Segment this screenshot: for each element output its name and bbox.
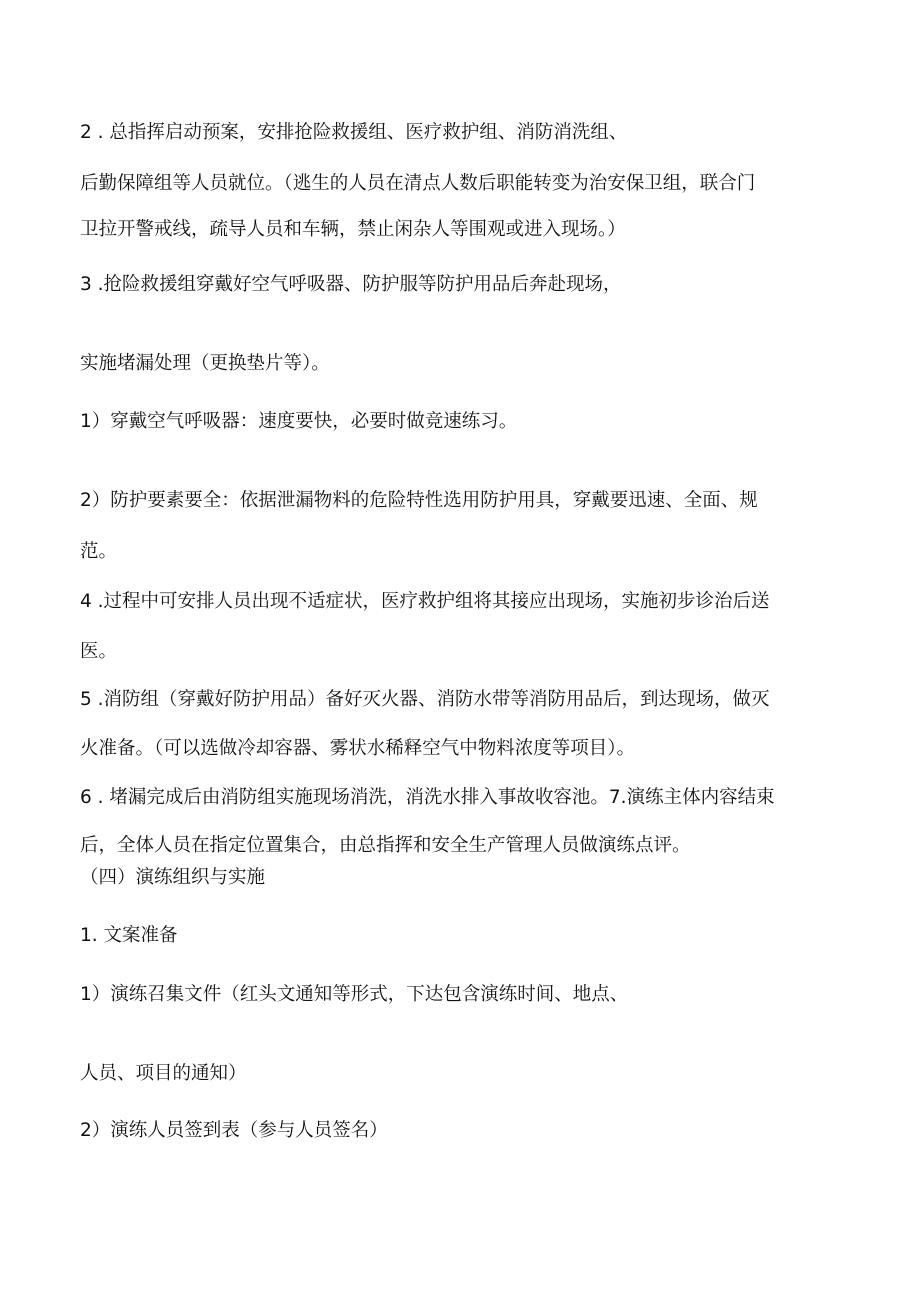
text-line: 后勤保障组等人员就位。（逃生的人员在清点人数后职能转变为治安保卫组，联合门 (80, 173, 756, 194)
text-line: 火准备。（可以选做冷却容器、雾状水稀释空气中物料浓度等项目）。 (80, 738, 636, 759)
text-line: 6 . 堵漏完成后由消防组实施现场消洗，消洗水排入事故收容池。7.演练主体内容结束 (80, 787, 775, 808)
text-line: 5 .消防组（穿戴好防护用品）备好灭火器、消防水带等消防用品后，到达现场，做灭 (80, 689, 770, 710)
text-line: 实施堵漏处理（更换垫片等）。 (80, 353, 330, 374)
text-line: 范。 (80, 541, 118, 562)
text-line: 医。 (80, 641, 118, 662)
text-line: 4 .过程中可安排人员出现不适症状，医疗救护组将其接应出现场，实施初步诊治后送 (80, 591, 770, 612)
text-line: 2 . 总指挥启动预案，安排抢险救援组、医疗救护组、消防消洗组、 (80, 122, 628, 143)
text-line: 3 .抢险救援组穿戴好空气呼吸器、防护服等防护用品后奔赴现场， (80, 274, 622, 295)
text-line: 人员、项目的通知） (80, 1063, 247, 1084)
text-line: 卫拉开警戒线，疏导人员和车辆，禁止闲杂人等围观或进入现场。） (80, 219, 626, 240)
section-heading: （四）演练组织与实施 (80, 867, 266, 888)
text-line: 1）演练召集文件（红头文通知等形式，下达包含演练时间、地点、 (80, 984, 629, 1005)
text-line: 2）防护要素要全：依据泄漏物料的危险特性选用防护用具，穿戴要迅速、全面、规 (80, 490, 758, 511)
subsection-heading: 1. 文案准备 (80, 925, 178, 946)
text-line: 1）穿戴空气呼吸器：速度要快，必要时做竞速练习。 (80, 411, 518, 432)
text-line: 2）演练人员签到表（参与人员签名） (80, 1120, 388, 1141)
text-line: 后，全体人员在指定位置集合，由总指挥和安全生产管理人员做演练点评。 (80, 835, 691, 856)
